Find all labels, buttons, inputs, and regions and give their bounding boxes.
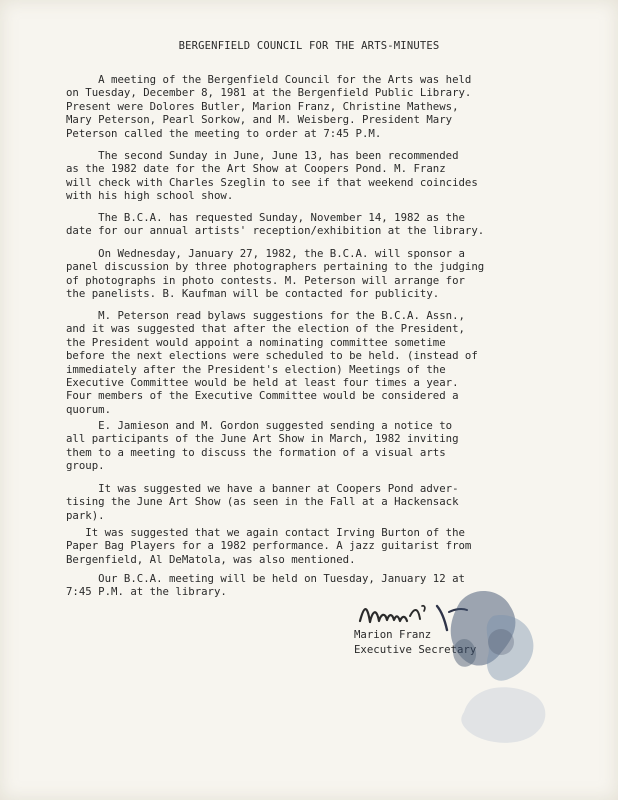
paragraph-notice-participants: E. Jamieson and M. Gordon suggested sending a notice to all participants of the June Art Show in March, 1982 inviting them to a meeting to discuss the formation of a visual arts group. [66, 419, 459, 473]
paragraph-performers: It was suggested that we again contact Irving Burton of the Paper Bag Players for a 1982 performance. A jazz guitarist from Bergenfield, Al DeMatola, was also mentioned. [66, 526, 472, 566]
document-title: BERGENFIELD COUNCIL FOR THE ARTS-MINUTES [178, 40, 440, 52]
signer-title: Executive Secretary [354, 643, 477, 656]
signer-name: Marion Franz [354, 628, 432, 641]
paper-stain [455, 670, 555, 750]
paragraph-art-show-date: The second Sunday in June, June 13, has been recommended as the 1982 date for the Art Show at Coopers Pond. M. Franz will check with Charles Szeglin to see if that weekend coincides with his high school show. [66, 149, 478, 203]
paragraph-meeting-attendance: A meeting of the Bergenfield Council for the Arts was held on Tuesday, December 8, 1981 at the Bergenfield Public Library. Present were Dolores Butler, Marion Franz, Christine Mathews, Mary Peterson, Pearl Sorkow, and M. Weisberg. President Mary Peterson called the meeting to order at 7:45 P.M. [66, 73, 472, 140]
paragraph-panel-discussion: On Wednesday, January 27, 1982, the B.C.A. will sponsor a panel discussion by three photographers pertaining to the judging of photographs in photo contests. M. Peterson will arrange for the panelists. B. Kaufman will be contacted for publicity. [66, 247, 485, 301]
paragraph-banner: It was suggested we have a banner at Coopers Pond adver- tising the June Art Show (as seen in the Fall at a Hackensack park). [66, 482, 459, 522]
paragraph-next-meeting: Our B.C.A. meeting will be held on Tuesday, January 12 at 7:45 P.M. at the library. [66, 572, 465, 599]
paragraph-reception-date: The B.C.A. has requested Sunday, November 14, 1982 as the date for our annual artists' reception/exhibition at the library. [66, 211, 485, 238]
paragraph-bylaws: M. Peterson read bylaws suggestions for the B.C.A. Assn., and it was suggested that after the election of the President, the President would appoint a nominating committee sometime before the next elections were scheduled to be held. (instead of immediately after the President's election) Meetings of the Executive Committee would be held at least four times a year. Four members of the Executive Committee would be considered a quorum. [66, 309, 478, 416]
